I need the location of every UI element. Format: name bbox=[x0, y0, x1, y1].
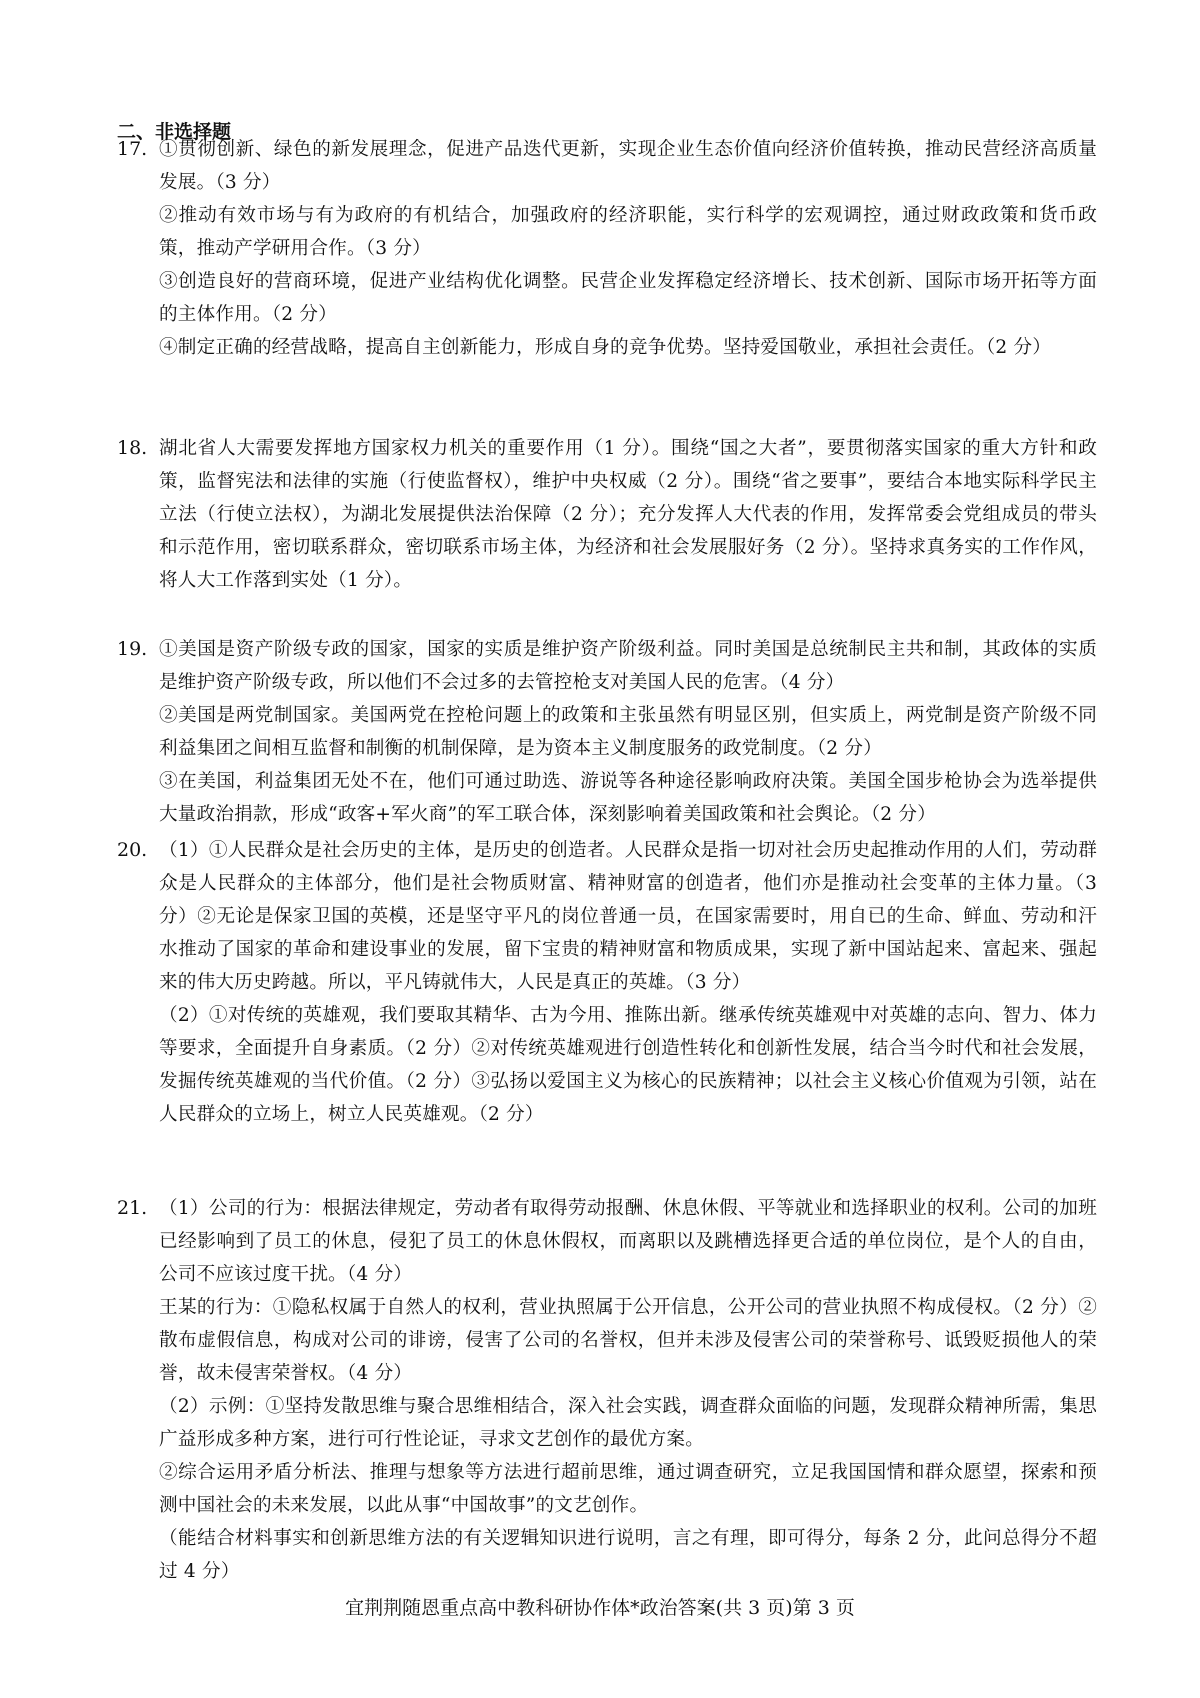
question-19 bbox=[117, 633, 1097, 831]
answer-paragraph: ①贯彻创新、绿色的新发展理念，促进产品迭代更新，实现企业生态价值向经济价值转换，推动民营经济高质量发展。（3 分） bbox=[159, 139, 1097, 193]
question-body bbox=[159, 1192, 1097, 1588]
answer-paragraph: 王某的行为：①隐私权属于自然人的权利，营业执照属于公开信息，公开公司的营业执照不构成侵权。（2 分）②散布虚假信息，构成对公司的诽谤，侵害了公司的名誉权，但并未涉及侵害公司的荣誉称号、诋毁贬损他人的荣誉，故未侵害荣誉权。（4 分） bbox=[159, 1297, 1097, 1384]
answer-paragraph: （1）①人民群众是社会历史的主体，是历史的创造者。人民群众是指一切对社会历史起推动作用的人们，劳动群众是人民群众的主体部分，他们是社会物质财富、精神财富的创造者，他们亦是推动社会变革的主体力量。（3 分）②无论是保家卫国的英模，还是坚守平凡的岗位普通一员，在国家需要时，用自已的生命、鲜血、劳动和汗水推动了国家的革命和建设事业的发展，留下宝贵的精神财富和物质成果，实现了新中国站起来、富起来、强起来的伟大历史跨越。所以，平凡铸就伟大，人民是真正的英雄。（3 分） bbox=[159, 840, 1097, 993]
question-body bbox=[159, 133, 1097, 364]
answer-paragraph: （2）①对传统的英雄观，我们要取其精华、古为今用、推陈出新。继承传统英雄观中对英雄的志向、智力、体力等要求，全面提升自身素质。（2 分）②对传统英雄观进行创造性转化和创新性发展，结合当今时代和社会发展，发掘传统英雄观的当代价值。（2 分）③弘扬以爱国主义为核心的民族精神；以社会主义核心价值观为引领，站在人民群众的立场上，树立人民英雄观。（2 分） bbox=[159, 1005, 1097, 1125]
answer-paragraph: ①美国是资产阶级专政的国家，国家的实质是维护资产阶级利益。同时美国是总统制民主共和制，其政体的实质是维护资产阶级专政，所以他们不会过多的去管控枪支对美国人民的危害。（4 分） bbox=[159, 639, 1097, 693]
question-number: 21. bbox=[117, 1197, 148, 1219]
answer-paragraph: ②推动有效市场与有为政府的有机结合，加强政府的经济职能，实行科学的宏观调控，通过财政政策和货币政策，推动产学研用合作。（3 分） bbox=[159, 205, 1097, 259]
answer-paragraph: ④制定正确的经营战略，提高自主创新能力，形成自身的竞争优势。坚持爱国敬业，承担社会责任。（2 分） bbox=[159, 337, 1052, 358]
answer-paragraph: ③创造良好的营商环境，促进产业结构优化调整。民营企业发挥稳定经济增长、技术创新、国际市场开拓等方面的主体作用。（2 分） bbox=[159, 271, 1097, 325]
answer-paragraph: （能结合材料事实和创新思维方法的有关逻辑知识进行说明，言之有理，即可得分，每条 2 分，此问总得分不超过 4 分） bbox=[159, 1528, 1097, 1582]
answer-paragraph: 湖北省人大需要发挥地方国家权力机关的重要作用（1 分）。围绕“国之大者”，要贯彻落实国家的重大方针和政策，监督宪法和法律的实施（行使监督权），维护中央权威（2 分）。围绕“省之要事”，要结合本地实际科学民主立法（行使立法权），为湖北发展提供法治保障（2 分）；充分发挥人大代表的作用，发挥常委会党组成员的带头和示范作用，密切联系群众，密切联系市场主体，为经济和社会发展服好务（2 分）。坚持求真务实的工作作风，将人大工作落到实处（1 分）。 bbox=[159, 438, 1097, 591]
question-17 bbox=[117, 133, 1097, 364]
page-footer: 宜荆荆随恩重点高中教科研协作体*政治答案(共 3 页)第 3 页 bbox=[345, 1597, 855, 1619]
question-body bbox=[159, 834, 1097, 1131]
question-21 bbox=[117, 1192, 1097, 1588]
question-body bbox=[159, 633, 1097, 831]
question-body bbox=[159, 432, 1097, 597]
answer-paragraph: ②美国是两党制国家。美国两党在控枪问题上的政策和主张虽然有明显区别，但实质上，两党制是资产阶级不同利益集团之间相互监督和制衡的机制保障，是为资本主义制度服务的政党制度。（2 分） bbox=[159, 705, 1097, 759]
answer-paragraph: （2）示例：①坚持发散思维与聚合思维相结合，深入社会实践，调查群众面临的问题，发现群众精神所需，集思广益形成多种方案，进行可行性论证，寻求文艺创作的最优方案。 bbox=[159, 1396, 1097, 1450]
question-20 bbox=[117, 834, 1097, 1131]
question-18 bbox=[117, 432, 1097, 597]
answer-paragraph: （1）公司的行为：根据法律规定，劳动者有取得劳动报酬、休息休假、平等就业和选择职业的权利。公司的加班已经影响到了员工的休息，侵犯了员工的休息休假权，而离职以及跳槽选择更合适的单位岗位，是个人的自由，公司不应该过度干扰。（4 分） bbox=[159, 1198, 1097, 1285]
question-number: 17. bbox=[117, 138, 148, 160]
section-title: 二、非选择题 bbox=[117, 121, 232, 143]
question-number: 20. bbox=[117, 839, 148, 861]
answer-paragraph: ②综合运用矛盾分析法、推理与想象等方法进行超前思维，通过调查研究，立足我国国情和群众愿望，探索和预测中国社会的未来发展，以此从事“中国故事”的文艺创作。 bbox=[159, 1462, 1097, 1516]
answer-paragraph: ③在美国，利益集团无处不在，他们可通过助选、游说等各种途径影响政府决策。美国全国步枪协会为选举提供大量政治捐款，形成“政客+军火商”的军工联合体，深刻影响着美国政策和社会舆论。（2 分） bbox=[159, 771, 1097, 825]
question-number: 18. bbox=[117, 437, 148, 459]
question-number: 19. bbox=[117, 638, 148, 660]
